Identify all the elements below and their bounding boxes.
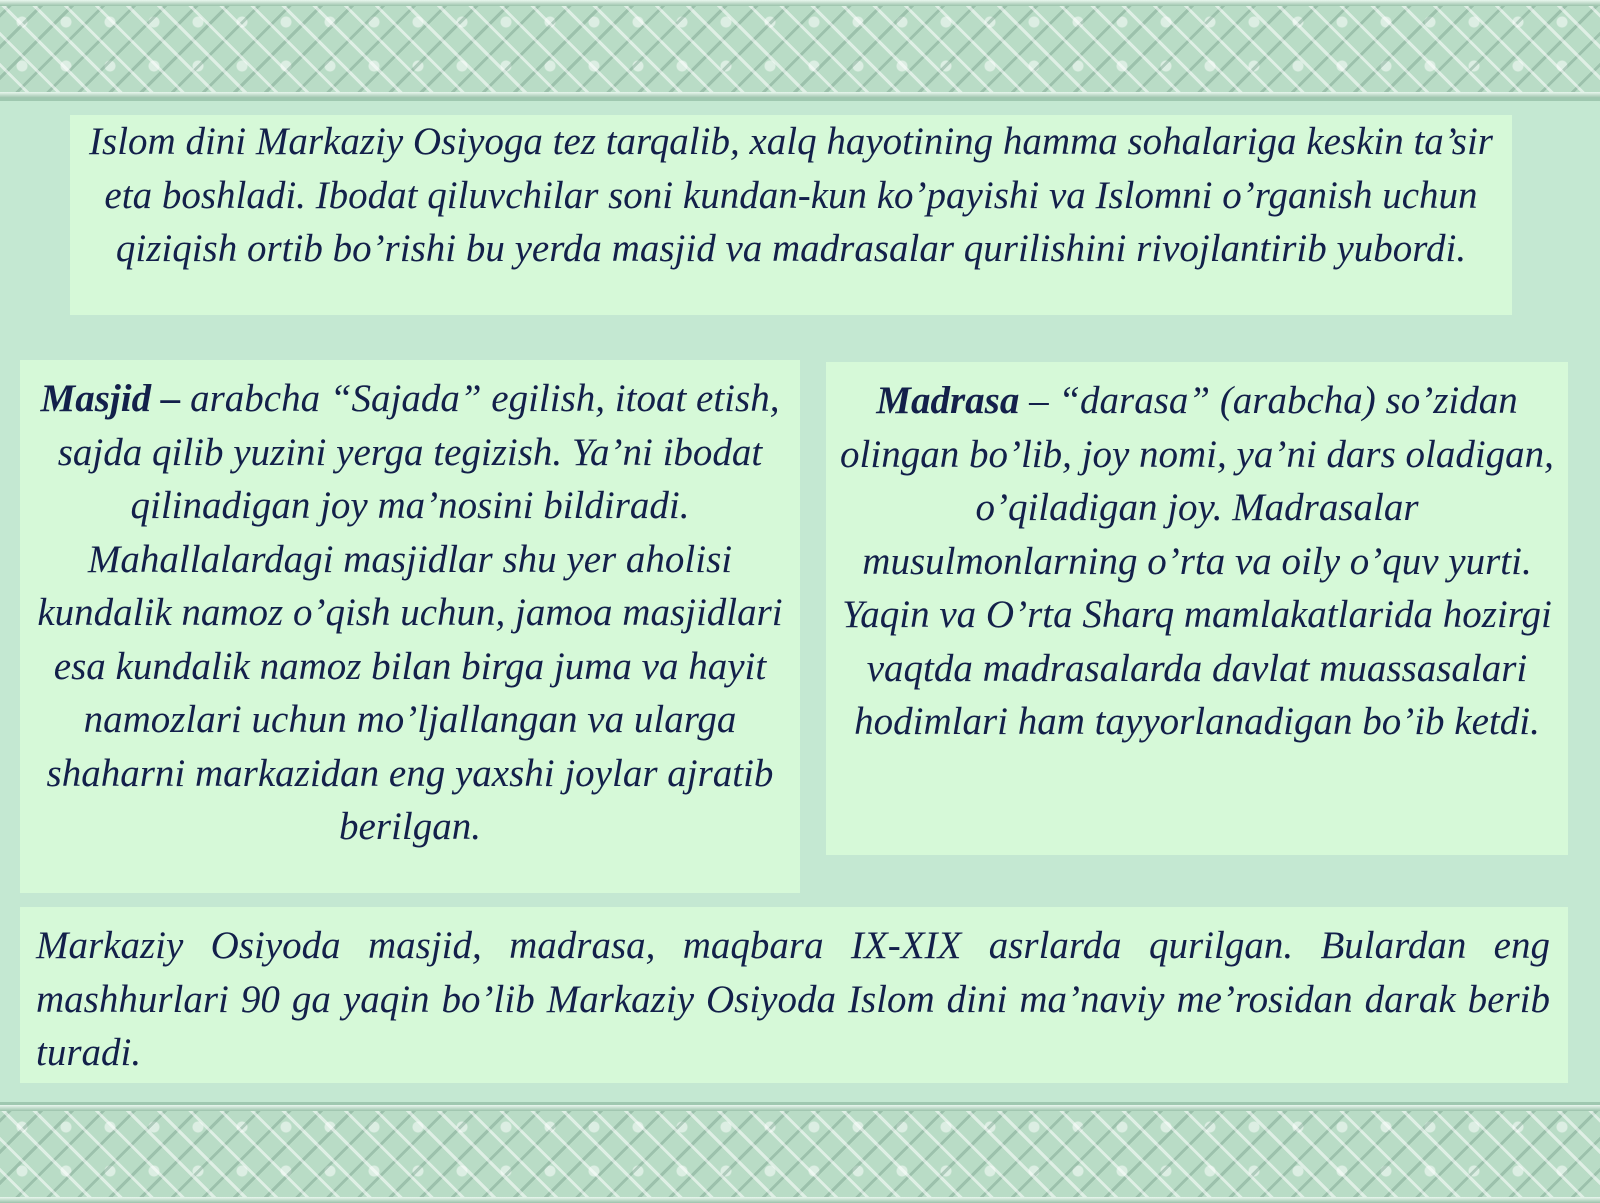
masjid-term: Masjid – [40, 377, 181, 420]
madrasa-definition-box [826, 362, 1568, 855]
masjid-definition-box [20, 360, 800, 893]
madrasa-term: Madrasa [876, 379, 1020, 422]
decorative-border-bottom [0, 1102, 1600, 1203]
outro-text: Markaziy Osiyoda masjid, madrasa, maqbara IX-XIX asrlarda qurilgan. Bulardan eng mashhurlari 90 ga yaqin bo’lib Markaziy Osiyoda Islom dini ma’naviy me’rosidan darak berib turadi. [36, 924, 1550, 1074]
madrasa-text: – “darasa” (arabcha) so’zidan olingan bo’lib, joy nomi, ya’ni dars oladigan, o’qiladigan joy. Madrasalar musulmonlarning o’rta va oily o’quv yurti. Yaqin va O’rta Sharq mamlakatlarida hozirgi vaqtda madrasalarda davlat muassasalari hodimlari ham tayyorlanadigan bo’ib ketdi. [840, 379, 1554, 743]
intro-text: Islom dini Markaziy Osiyoga tez tarqalib, xalq hayotining hamma sohalariga keskin ta’sir eta boshladi. Ibodat qiluvchilar soni kundan-kun ko’payishi va Islomni o’rganish uchun qiziqish ortib bo’rishi bu yerda masjid va madrasalar qurilishini rivojlantirib yubordi. [89, 120, 1493, 270]
intro-paragraph [70, 115, 1512, 315]
decorative-border-top [0, 0, 1600, 101]
masjid-text: arabcha “Sajada” egilish, itoat etish, sajda qilib yuzini yerga tegizish. Ya’ni ibodat qilinadigan joy ma’nosini bildiradi. Mahallalardagi masjidlar shu yer aholisi kundalik namoz o’qish uchun, jamoa masjidlari esa kundalik namoz bilan birga juma va hayit namozlari uchun mo’ljallangan va ularga shaharni markazidan eng yaxshi joylar ajratib berilgan. [37, 377, 783, 848]
outro-paragraph [20, 907, 1568, 1083]
